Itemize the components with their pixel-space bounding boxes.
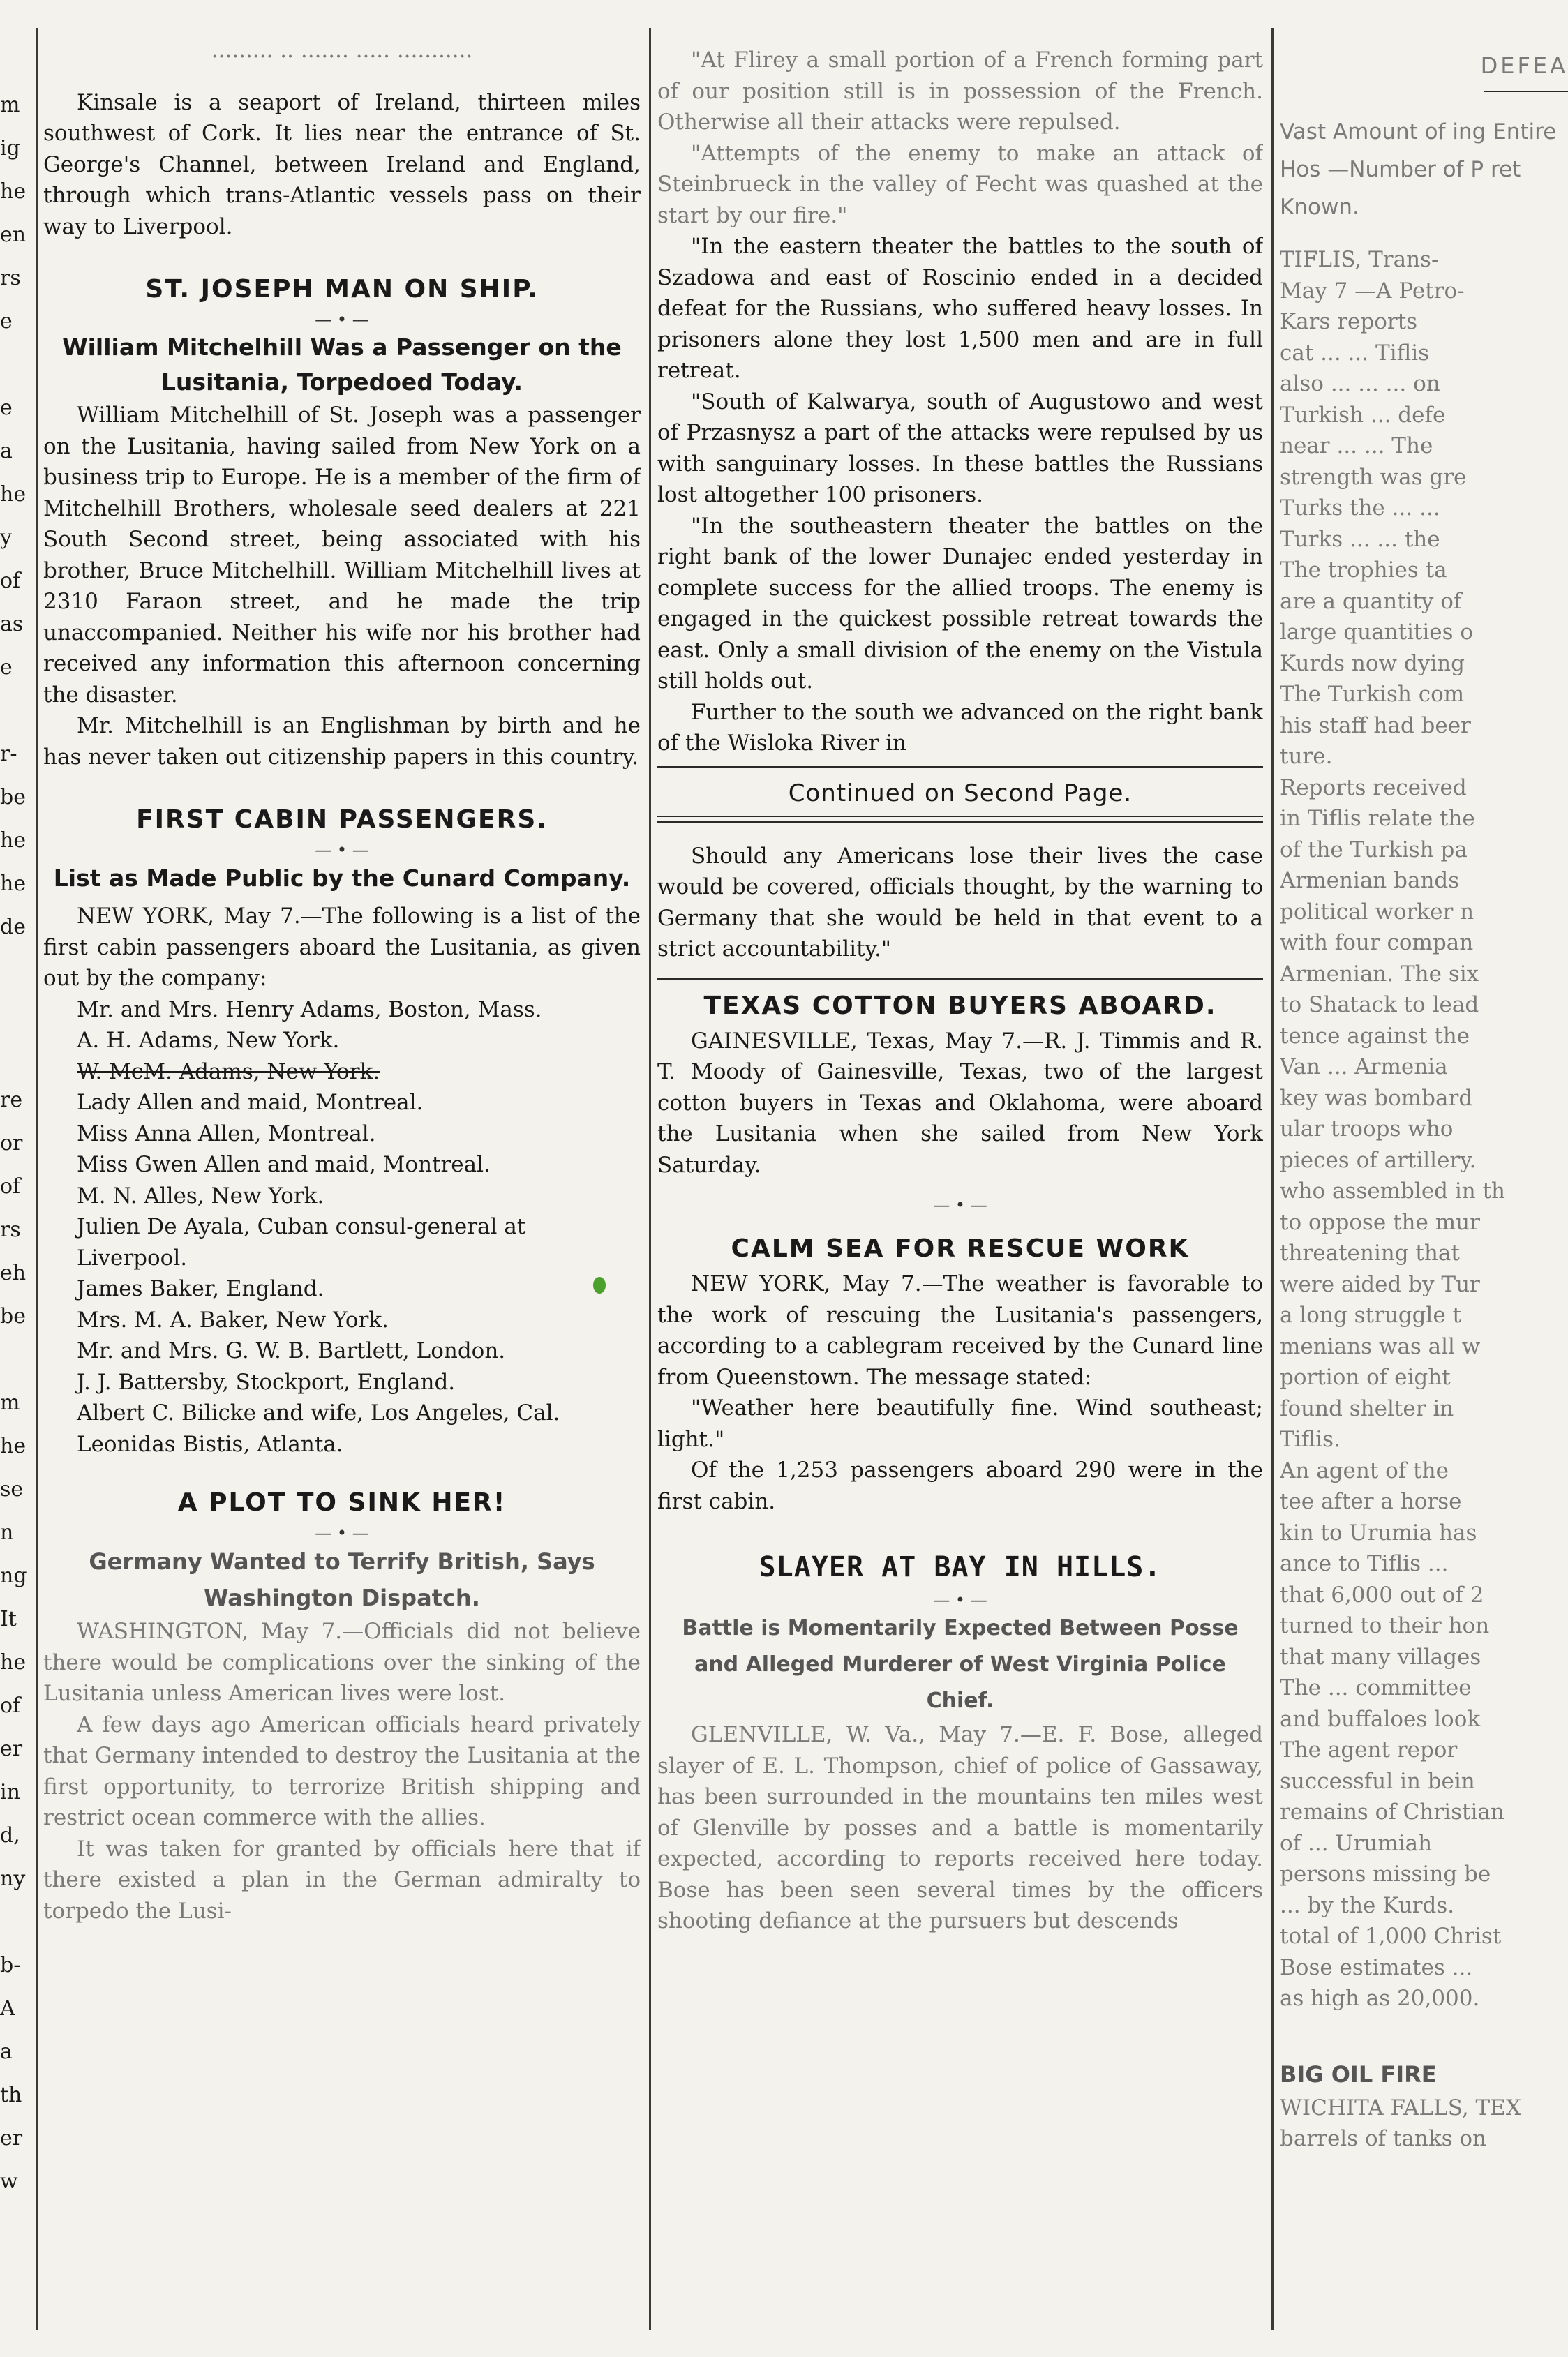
plot-paragraph-3: It was taken for granted by officials here that if there existed a plan in the German admiralty to torpedo the Lusi- [43, 1836, 641, 1924]
rule [657, 978, 1263, 980]
column3-line: as high as 20,000. [1280, 1986, 1480, 2011]
column3-line: An agent of the [1280, 1458, 1449, 1483]
column1-top-cut: ......... .. ....... ..... ........... [211, 38, 473, 63]
texas-headline: TEXAS COTTON BUYERS ABOARD. [703, 991, 1217, 1020]
column3-line: ture. [1280, 744, 1333, 769]
continued-notice: Continued on Second Page. [788, 779, 1133, 807]
rule [1484, 91, 1568, 92]
passenger-entry: Leonidas Bistis, Atlanta. [77, 1431, 343, 1457]
st-joseph-headline: ST. JOSEPH MAN ON SHIP. [145, 275, 539, 304]
divider: — • — [315, 840, 369, 860]
war-paragraph-2: "Attempts of the enemy to make an attack of Steinbrueck in the valley of Fecht was quashed at the start by our fire." [657, 140, 1263, 228]
edge-fragment [0, 992, 28, 1035]
passenger-list [43, 994, 641, 1460]
edge-fragment: he [0, 482, 27, 507]
rule [657, 816, 1263, 817]
edge-fragment: a [0, 2040, 13, 2064]
column3-line: Kars reports [1280, 309, 1418, 334]
rule [657, 821, 1263, 823]
passenger-entry: Mrs. M. A. Baker, New York. [77, 1307, 389, 1333]
column3-line: threatening that [1280, 1241, 1460, 1266]
passenger-entry: Lady Allen and maid, Montreal. [77, 1090, 424, 1115]
column3-line: were aided by Tur [1280, 1271, 1480, 1297]
column3-line: cat ... ... Tiflis [1280, 340, 1430, 366]
edge-fragment: of [0, 1174, 21, 1199]
big-oil-fire-headline: BIG OIL FIRE [1280, 2060, 1437, 2088]
column3-line: strength was gre [1280, 464, 1467, 490]
edge-fragment: of [0, 1693, 21, 1718]
column3-line: that 6,000 out of 2 [1280, 1582, 1484, 1608]
plot-subhead: Germany Wanted to Terrify British, Says Washington Dispatch. [89, 1548, 595, 1611]
column3-line: who assembled in th [1280, 1178, 1506, 1204]
edge-fragment: of [0, 569, 21, 593]
edge-fragment [0, 1901, 28, 1944]
edge-fragment: m [0, 1391, 20, 1415]
war-paragraph-3: "In the eastern theater the battles to the south of Szadowa and east of Roscinio ended in a decided defeat for the Russians, who suffered heavy losses. In prisoners alone they lost 1,500 men and are in full retreat. [657, 234, 1263, 383]
column3-line: The agent repor [1280, 1737, 1458, 1763]
edge-fragment: he [0, 828, 27, 853]
edge-fragment [0, 1035, 28, 1079]
edge-fragment: he [0, 1434, 27, 1458]
column3-line: political worker n [1280, 899, 1474, 925]
first-cabin-subhead: List as Made Public by the Cunard Company. [53, 865, 631, 892]
divider: — • — [315, 1523, 369, 1543]
column3-line: portion of eight [1280, 1365, 1451, 1390]
americans-paragraph: Should any Americans lose their lives the case would be covered, officials thought, by the warning to Germany that she would be held in that event to a strict accountability." [657, 843, 1263, 961]
column3-line: found shelter in [1280, 1396, 1454, 1421]
edge-fragment: be [0, 1304, 26, 1329]
column3-line: Bose estimates ... [1280, 1954, 1473, 1980]
column3-line: ... by the Kurds. [1280, 1892, 1455, 1918]
column3-line: Armenian bands [1280, 868, 1460, 893]
st-joseph-paragraph-1: William Mitchelhill of St. Joseph was a passenger on the Lusitania, having sailed from New York on a business trip to Europe. He is a member of the firm of Mitchelhill Brothers, wholesale seed dealers at 221 South Second street, being associated with his brother, Bruce Mitchelhill. William Mitchelhill lives at 2310 Faraon street, and he made the trip unaccompanied. Neither his wife nor his brother had received any information this afternoon concerning the disaster. [43, 403, 641, 708]
edge-fragment: in [0, 1780, 20, 1804]
defeat-deck-fragment: Vast Amount of ing Entire Hos —Number of P ret Known. [1280, 119, 1557, 220]
edge-fragment: as [0, 612, 24, 636]
column3-line: tence against the [1280, 1023, 1470, 1049]
column3-line: in Tiflis relate the [1280, 806, 1475, 831]
column3-line: large quantities o [1280, 620, 1474, 645]
edge-fragment: or [0, 1131, 23, 1155]
edge-fragment: se [0, 1477, 24, 1502]
edge-fragment: n [0, 1520, 14, 1545]
st-joseph-subhead: William Mitchelhill Was a Passenger on the Lusitania, Torpedoed Today. [62, 334, 622, 396]
edge-fragment: ng [0, 1564, 27, 1588]
column3-line: of the Turkish pa [1280, 837, 1468, 862]
edge-fragment: a [0, 439, 13, 463]
edge-fragment: he [0, 871, 27, 896]
column3-line: ular troops who [1280, 1116, 1454, 1142]
column3-line: with four compan [1280, 930, 1474, 955]
divider: — • — [315, 310, 369, 329]
column3-line: menians was all w [1280, 1333, 1481, 1359]
edge-fragment: It [0, 1607, 17, 1631]
edge-fragment: w [0, 2169, 18, 2194]
passenger-entry: W. McM. Adams, New York. [77, 1058, 380, 1084]
war-paragraph-5: "In the southeastern theater the battles on the right bank of the lower Dunajec ended yesterday in complete success for the allied troops. The enemy is engaged in the quickest possible retreat towards the east. Only a small division of the enemy on the Vistula still holds out. [657, 513, 1263, 694]
column3-line: key was bombard [1280, 1085, 1473, 1111]
edge-fragment: th [0, 2083, 22, 2107]
texas-paragraph: GAINESVILLE, Texas, May 7.—R. J. Timmis and R. T. Moody of Gainesville, Texas, two of the largest cotton buyers in Texas and Oklahoma, were aboard the Lusitania when she sailed from New York Saturday. [657, 1028, 1263, 1178]
column3-line: pieces of artillery. [1280, 1147, 1477, 1173]
edge-fragment [0, 949, 28, 992]
first-cabin-headline: FIRST CABIN PASSENGERS. [136, 805, 548, 834]
column3-line: total of 1,000 Christ [1280, 1924, 1502, 1949]
edge-fragment: he [0, 179, 27, 204]
column3-line: The trophies ta [1280, 558, 1447, 583]
edge-fragment: m [0, 93, 20, 117]
edge-fragment [0, 1338, 28, 1382]
kinsale-paragraph: Kinsale is a seaport of Ireland, thirteen miles southwest of Cork. It lies near the entrance of St. George's Channel, between Ireland and England, through which trans-Atlantic vessels pass on their way to Liverpool. [43, 89, 641, 239]
column3-line: Tiflis. [1280, 1427, 1341, 1452]
slayer-paragraph: GLENVILLE, W. Va., May 7.—E. F. Bose, alleged slayer of E. L. Thompson, chief of police of Gassaway, has been surrounded in the mountains ten miles west of Glenville by posses and a battle is momentarily expected, according to reports received here today. Bose has been seen several times by the officers shooting defiance at the pursuers but descends [657, 1722, 1263, 1933]
plot-headline: A PLOT TO SINK HER! [177, 1488, 507, 1517]
passenger-entry: Albert C. Bilicke and wife, Los Angeles, Cal. [77, 1400, 560, 1426]
column3-line: May 7 —A Petro- [1280, 278, 1465, 304]
column3-line: Armenian. The six [1280, 961, 1479, 987]
plot-paragraph-2: A few days ago American officials heard privately that Germany intended to destroy the Lusitania at the first opportunity, to terrorize British shipping and restrict ocean commerce with the allies. [43, 1712, 641, 1830]
column3-line: and buffaloes look [1280, 1706, 1481, 1732]
oil-fire-line-2: barrels of tanks on [1280, 2126, 1487, 2151]
edge-fragment: r- [0, 742, 17, 766]
st-joseph-paragraph-2: Mr. Mitchelhill is an Englishman by birth and he has never taken out citizenship papers in this country. [43, 713, 641, 770]
passenger-entry: J. J. Battersby, Stockport, England. [77, 1369, 456, 1395]
passenger-entry: Mr. and Mrs. G. W. B. Bartlett, London. [77, 1338, 506, 1363]
edge-fragment: A [0, 1996, 15, 2021]
divider: — • — [933, 1590, 987, 1610]
column3-line: turned to their hon [1280, 1613, 1490, 1638]
column3-line: The Turkish com [1280, 682, 1465, 707]
slayer-subhead: Battle is Momentarily Expected Between Posse and Alleged Murderer of West Virginia Police Chief. [682, 1616, 1239, 1713]
column3-line: The ... committee [1280, 1675, 1472, 1700]
edge-fragment: eh [0, 1261, 27, 1285]
column3-line: persons missing be [1280, 1862, 1491, 1887]
column3-line: that many villages [1280, 1644, 1481, 1670]
edge-fragment: de [0, 915, 26, 939]
column-rule-left [36, 28, 38, 2330]
calm-sea-paragraph-3: Of the 1,253 passengers aboard 290 were in the first cabin. [657, 1458, 1263, 1514]
left-edge-fragments [0, 84, 28, 2203]
defeat-headline-fragment: DEFEA [1480, 52, 1568, 79]
column3-line: of ... Urumiah [1280, 1830, 1433, 1856]
column3-line: tee after a horse [1280, 1489, 1462, 1514]
column-2 [657, 45, 1263, 2340]
column3-line: Van ... Armenia [1280, 1054, 1448, 1079]
war-paragraph-6: Further to the south we advanced on the right bank of the Wisloka River in [657, 699, 1263, 756]
edge-fragment [0, 343, 28, 387]
column3-line: successful in bein [1280, 1768, 1475, 1794]
edge-fragment: en [0, 223, 27, 247]
edge-fragment: ny [0, 1866, 26, 1891]
edge-fragment: rs [0, 266, 21, 290]
column3-line: kin to Urumia has [1280, 1520, 1477, 1546]
passenger-entry: M. N. Alles, New York. [77, 1183, 324, 1209]
passenger-entry: Mr. and Mrs. Henry Adams, Boston, Mass. [77, 996, 542, 1022]
passenger-entry: James Baker, England. [77, 1276, 324, 1301]
edge-fragment: be [0, 785, 26, 809]
column3-line: his staff had beer [1280, 712, 1471, 738]
edge-fragment: e [0, 309, 13, 334]
column3-line: Turkish ... defe [1280, 402, 1446, 428]
rule [657, 766, 1263, 768]
column3-line: near ... ... The [1280, 433, 1433, 458]
column3-line: ance to Tiflis ... [1280, 1551, 1449, 1576]
column3-line: Turks ... ... the [1280, 526, 1440, 552]
edge-fragment: y [0, 525, 12, 550]
column-3 [1280, 45, 1568, 2340]
column3-line: Kurds now dying [1280, 650, 1465, 676]
column3-line: to oppose the mur [1280, 1209, 1480, 1235]
war-paragraph-1: "At Flirey a small portion of a French forming part of our position still is in possession of the French. Otherwise all their attacks were repulsed. [657, 47, 1263, 135]
first-cabin-lead: NEW YORK, May 7.—The following is a list of the first cabin passengers aboard the Lusitania, as given out by the company: [43, 904, 641, 991]
defeat-story-lines [1280, 244, 1568, 2014]
column-1 [43, 35, 641, 2337]
column-rule-right [1271, 28, 1274, 2330]
edge-fragment: re [0, 1088, 23, 1112]
edge-fragment: er [0, 2126, 23, 2150]
calm-sea-paragraph-2: "Weather here beautifully fine. Wind southeast; light." [657, 1396, 1263, 1452]
calm-sea-paragraph-1: NEW YORK, May 7.—The weather is favorable to the work of rescuing the Lusitania's passengers, according to a cablegram received by the Cunard line from Queenstown. The message stated: [657, 1271, 1263, 1390]
edge-fragment: rs [0, 1218, 21, 1242]
war-paragraph-4: "South of Kalwarya, south of Augustowo and west of Przasnysz a part of the attacks were repulsed by us with sanguinary losses. In these battles the Russians lost altogether 100 prisoners. [657, 389, 1263, 507]
ink-spot [593, 1277, 606, 1294]
column3-line: TIFLIS, Trans- [1280, 247, 1439, 272]
passenger-entry: Miss Anna Allen, Montreal. [77, 1121, 376, 1146]
edge-fragment: er [0, 1737, 23, 1761]
passenger-entry: Miss Gwen Allen and maid, Montreal. [77, 1152, 491, 1177]
oil-fire-line-1: WICHITA FALLS, TEX [1280, 2095, 1521, 2120]
column3-line: Turks the ... ... [1280, 495, 1440, 521]
column3-line: a long struggle t [1280, 1303, 1461, 1328]
edge-fragment: b- [0, 1953, 21, 1977]
plot-paragraph-1: WASHINGTON, May 7.—Officials did not believe there would be complications over the sinking of the Lusitania unless American lives were lost. [43, 1619, 641, 1706]
column3-line: to Shatack to lead [1280, 992, 1479, 1017]
column3-line: remains of Christian [1280, 1799, 1504, 1825]
edge-fragment: e [0, 396, 13, 420]
edge-fragment: d, [0, 1823, 20, 1848]
column3-line: are a quantity of [1280, 588, 1462, 614]
edge-fragment: ig [0, 136, 20, 160]
column3-line: also ... ... ... on [1280, 371, 1440, 396]
divider: — • — [933, 1195, 987, 1215]
calm-sea-headline: CALM SEA FOR RESCUE WORK [731, 1234, 1190, 1263]
edge-fragment [0, 689, 28, 733]
edge-fragment: he [0, 1650, 27, 1675]
passenger-entry: Julien De Ayala, Cuban consul-general at Liverpool. [77, 1214, 526, 1271]
slayer-headline: SLAYER AT BAY IN HILLS. [759, 1551, 1162, 1583]
column-rule-middle [649, 28, 651, 2330]
edge-fragment: e [0, 655, 13, 680]
column3-line: Reports received [1280, 775, 1467, 800]
passenger-entry: A. H. Adams, New York. [77, 1028, 340, 1053]
